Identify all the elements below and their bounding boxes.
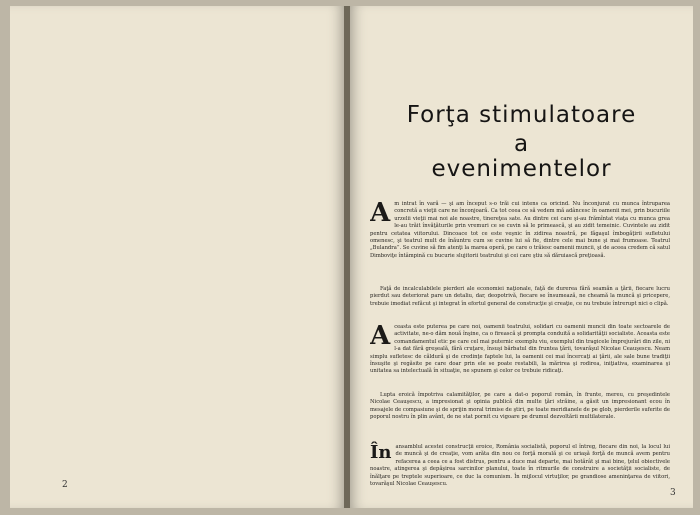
paragraph-text: m intrat în vară — şi am început s-o trăi cui intens ca oricind. Nu înconjurat cu munca întruparea concretă a vieţii care ne înconjoară. Ca tot ceea ce să vedem mă adâncesc în oamenii mei, prin bucuriile urzelii vieţii mai noi ale noastre, tinereţea sate. Au dintre cei care şi-au frămîntat viaţa cu munca grea le-au trăit învăţăturile prin vremuri ce se cuvin să le primească, şi au zidit temeinic. Cuvintele au zidit pentru cetatea viitorului. Dincoace tot ce este veşnic în zidirea noastră, pe făgaşul îmbogăţirii sufletului omenesc, şi teatrul mult de înăuntru cum se cuvine lui să fie, dintre cele mai bune şi mai frumoase. Teatrul „Bulandra”. Se cuvine să fim atenţi la marea operă, pe care o trăiesc oamenii muncii, şi de aceea credem că satul Dimboviţe întâmpină cu bucurie slujitorii teatrului şi cei care ştiu să dăruiască preţioasă. [370,201,670,259]
dropcap: În [370,442,392,463]
paragraph-text: Faţă de incalculabilele pierderi ale economiei naţionale, faţă de durerea fără seamăn a ţării, fiecare lucru pierdut sau deteriorat pare un detaliu, dar, deopotrivă, fiecare se însumează, ne cheamă la muncă şi pricepere, trebuie imediat refăcut şi integrat în efortul general de construcţie şi creaţie, ce nu trebuie întrerupt nici o clipă. [370,286,670,307]
paragraph-1 [370,198,670,283]
article-title-line-3: evenimentelor [431,156,612,182]
paragraph-2 [370,286,670,318]
dropcap: A [370,198,391,228]
article-title-line-1: Forţa stimulatoare [406,102,637,128]
page-number-right: 3 [670,488,676,498]
paragraph-text: ceasta este puterea pe care noi, oamenii teatrului, solidari cu oamenii muncii din toate sectoarele de activitate, ne-o dăm nouă înşine, ca o firească şi prompta conduită a solidarităţii socialiste. Aceasta este comandamentul etic pe care cel mai puternic exemplu viu, exemplul din tragicele împrejurări din zile, ni l-a dat fără greşeală, fără cruţare, însuşi bărbatul din fruntea ţării, tovarăşul Nicolae Ceauşescu. Neam simplu sufletesc de căldură şi de credinţe faptele lui, la oamenii cei mai încercaţi ai ţării, ale sale bune tradiţii însuşite şi regăsite pe care doar prin ele se poate restabili, la mărirea şi rodirea, iniţiativa, examinarea şi unitatea sa intelectuală în situaţie, ne spunem şi celor ce trebuie ridicaţi. [370,324,670,375]
left-page [10,6,344,508]
dropcap: A [370,321,391,351]
paragraph-3 [370,321,670,390]
paragraph-text: ansamblul acestei construcţii eroice, România socialistă, poporul el întreg, fiecare din noi, la locul lui de muncă şi de creaţie, vom arăta din nou ce forţă morală şi ce uriaşă forţă de muncă avem pentru refacerea a ceea ce a fost distrus, pentru a duce mai departe, mai hotărât şi mai bine, ţelul obiectivele noastre, atingerea şi depăşirea sarcinilor planului, toate în ritmurile de construire a societăţii socialiste, de înălţare pe treptele superioare, ce duc la comunism. În mijlocul virtuţilor, pe grandiose ameninţarea de viitori, tovarăşul Nicolae Ceauşescu. [370,444,670,488]
article-title-line-2: a [513,131,530,157]
right-page [350,6,693,508]
page-number-left: 2 [62,480,68,490]
paragraph-4 [370,392,670,440]
paragraph-text: Lupta eroică împotriva calamităţilor, pe care a dat-o poporul român, în frunte, mereu, cu preşedintele Nicolae Ceauşescu, a impresionat şi opinia publică din multe ţări străine, a găsit un impresionant ecou în mesajele de compasiune şi de sprijin moral trimise de ştiri, pe toate meridianele de pe glob, pierderile suferite de poporul nostru în plin avânt, de ne stat pornit cu vigoare pe drumul dezvoltării multilaterale. [370,392,670,421]
right-column [370,6,670,508]
paragraph-5 [370,444,670,488]
